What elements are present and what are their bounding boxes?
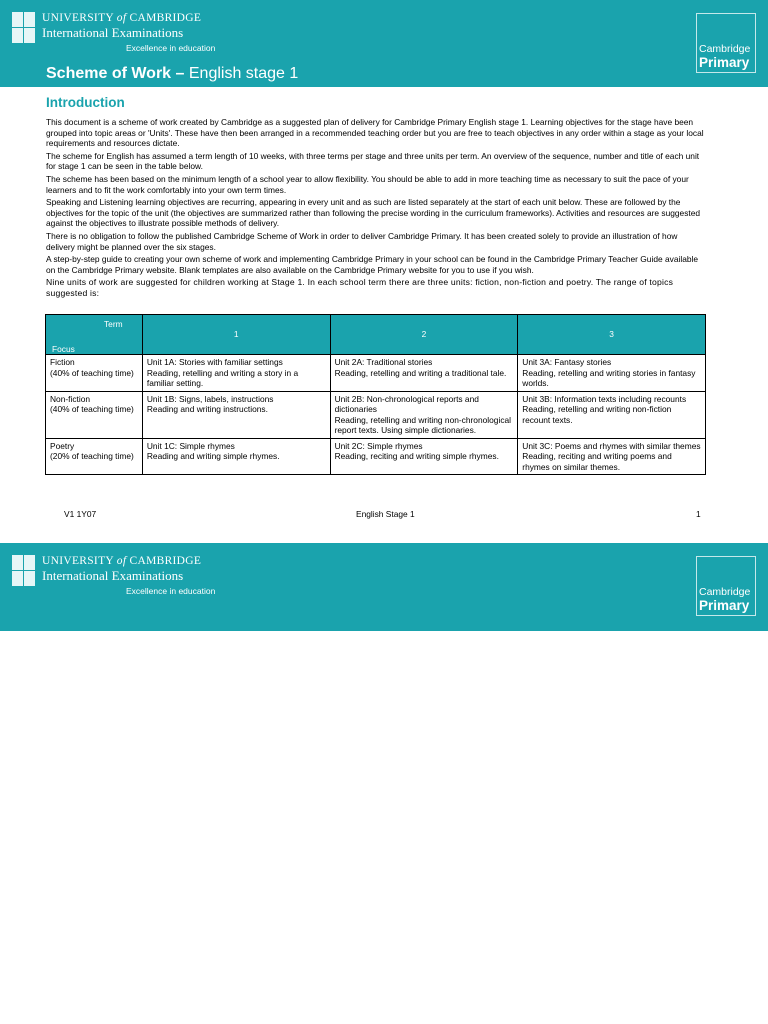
intro-paragraph: A step-by-step guide to creating your own scheme of work and implementing Cambridge Primary in your school can be found in the Cambridge Primary Teacher Guide available on the Cambridge Primary website. Blank templates are also available on the Cambridge Primary website for you to use if you wish. (46, 254, 699, 275)
brand-bottom: Primary (699, 55, 750, 70)
logo-international: International Examinations (42, 25, 184, 40)
cambridge-primary-logo (696, 556, 756, 616)
intro-paragraph: The scheme for English has assumed a term length of 10 weeks, with three terms per stage and three units per term. An overview of the sequence, number and title of each unit for stage 1 can be seen in the table below. (46, 150, 700, 172)
unit-cell: Unit 1A: Stories with familiar settings Reading, retelling and writing a story in a familiar setting. (142, 355, 330, 392)
title-rest: English stage 1 (184, 65, 299, 82)
logo-of: of (116, 12, 127, 24)
focus-cell: Fiction (40% of teaching time) (46, 355, 143, 392)
brand-top: Cambridge (699, 43, 751, 55)
cambridge-primary-logo (696, 13, 756, 73)
logo-tagline: Excellence in education (126, 43, 216, 53)
unit-cell: Unit 1C: Simple rhymes Reading and writing simple rhymes. (142, 438, 330, 475)
table-row (46, 438, 706, 475)
page-header-band (0, 543, 768, 631)
focus-cell: Non-fiction (40% of teaching time) (46, 391, 143, 438)
logo-of: of (116, 555, 127, 567)
crest-icon (12, 555, 36, 586)
table-row (46, 391, 706, 438)
intro-paragraph: This document is a scheme of work created by Cambridge as a suggested plan of delivery for Cambridge Primary English stage 1. Learning objectives for the stage have been grouped into topic areas or 'Units'. These have then been arranged in a recommended teaching order but you are free to teach objectives in any order within a stage as your local requirements and resources dictate. (46, 117, 704, 149)
intro-paragraph: Speaking and Listening learning objectives are recurring, appearing in every unit and as such are listed separately at the start of each unit below. These are followed by the objectives for the topic of the unit (the objectives are summarized rather than following the precise wording in the curriculum frameworks). Activities and resources are suggested against the objectives to illustrate possible methods of delivery. (46, 197, 701, 229)
logo-cambridge: CAMBRIDGE (129, 12, 202, 24)
intro-paragraph: The scheme has been based on the minimum length of a school year to allow flexibility. You should be able to add in more teaching time as necessary to suit the pace of your learners and to fit the work comfortably into your own term times. (46, 173, 689, 195)
column-header: 2 (330, 315, 518, 355)
table-row (46, 355, 706, 392)
table-header-row (46, 315, 706, 355)
intro-section (46, 95, 706, 301)
intro-paragraph: There is no obligation to follow the published Cambridge Scheme of Work in order to deliver Cambridge Primary. It has been created solely to provide an illustration of how delivery might be planned over the six stages. (46, 230, 678, 252)
term-focus-header (46, 315, 143, 355)
logo-university: UNIVERSITY (42, 555, 114, 567)
crest-icon (12, 12, 36, 43)
column-header: 3 (518, 315, 706, 355)
unit-cell: Unit 2A: Traditional stories Reading, retelling and writing a traditional tale. (330, 355, 518, 392)
footer-page-number: 1 (696, 509, 701, 519)
term-label: Term (104, 319, 123, 329)
brand-bottom: Primary (699, 598, 750, 613)
footer-version: V1 1Y07 (64, 509, 97, 519)
logo-university: UNIVERSITY (42, 12, 114, 24)
footer-title: English Stage 1 (356, 509, 415, 519)
unit-cell: Unit 1B: Signs, labels, instructions Reading and writing instructions. (142, 391, 330, 438)
unit-cell: Unit 3B: Information texts including recounts Reading, retelling and writing non-fiction recount texts. (518, 391, 706, 438)
logo-tagline: Excellence in education (126, 586, 216, 596)
logo-international: International Examinations (42, 568, 184, 583)
page-title (46, 64, 298, 83)
focus-label: Focus (52, 344, 75, 354)
logo-cambridge: CAMBRIDGE (129, 555, 202, 567)
intro-heading: Introduction (46, 95, 125, 110)
unit-cell: Unit 2B: Non-chronological reports and dictionaries Reading, retelling and writing non-chronological report texts. Using simple dictionaries. (330, 391, 518, 438)
column-header: 1 (142, 315, 330, 355)
page-header-band (0, 0, 768, 87)
focus-cell: Poetry (20% of teaching time) (46, 438, 143, 475)
unit-cell: Unit 3C: Poems and rhymes with similar themes Reading, reciting and writing poems and rhymes on similar themes. (518, 438, 706, 475)
university-logo (12, 555, 215, 596)
unit-cell: Unit 2C: Simple rhymes Reading, reciting and writing simple rhymes. (330, 438, 518, 475)
intro-paragraph: Nine units of work are suggested for children working at Stage 1. In each school term there are three units: fiction, non-fiction and poetry. The range of topics suggested is: (46, 277, 674, 298)
title-bold: Scheme of Work – (46, 65, 185, 82)
brand-top: Cambridge (699, 586, 751, 598)
units-table (45, 314, 706, 475)
university-logo (12, 12, 215, 53)
unit-cell: Unit 3A: Fantasy stories Reading, retelling and writing stories in fantasy worlds. (518, 355, 706, 392)
